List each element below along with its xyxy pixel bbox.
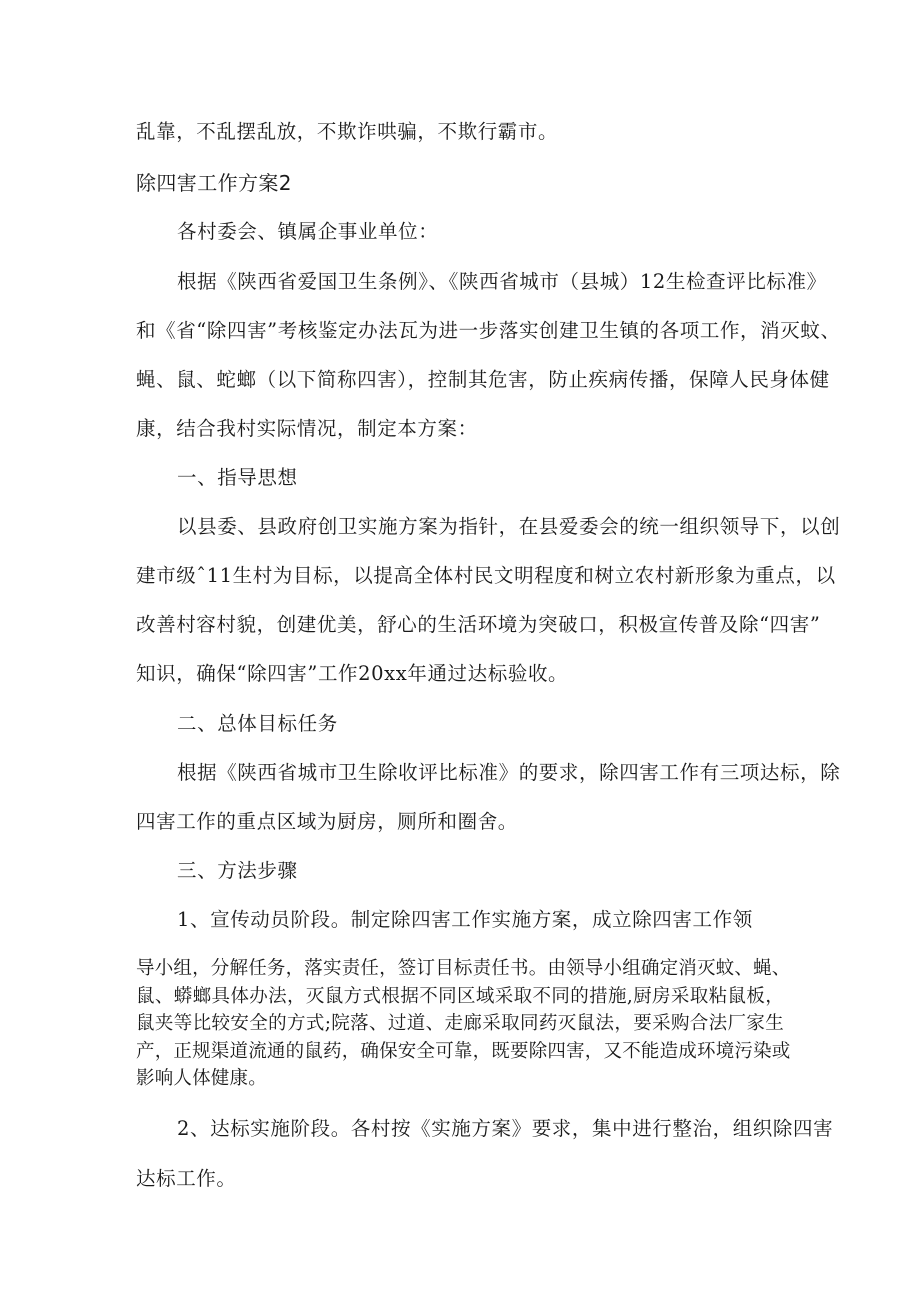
paragraph-line: 1、宣传动员阶段。制定除四害工作实施方案，成立除四害工作领 bbox=[177, 908, 753, 931]
paragraph-line: 鼠、蟒螂具体办法，灭鼠方式根据不同区域采取不同的措施,厨房采取粘鼠板， bbox=[136, 986, 784, 1007]
paragraph-line: 四害工作的重点区域为厨房，厕所和圈舍。 bbox=[136, 810, 518, 833]
paragraph-line: 以县委、县政府创卫实施方案为指针，在县爱委会的统一组织领导下，以创 bbox=[177, 515, 841, 538]
section-title: 除四害工作方案2 bbox=[136, 171, 292, 195]
paragraph-line: 蝇、鼠、蛇螂（以下简称四害），控制其危害，防止疾病传播，保障人民身体健 bbox=[136, 368, 830, 391]
subheading: 二、总体目标任务 bbox=[177, 712, 338, 735]
subheading: 一、指导思想 bbox=[177, 466, 298, 489]
paragraph-line: 改善村容村貌，创建优美，舒心的生活环境为突破口，积极宣传普及除“四害” bbox=[136, 613, 821, 636]
paragraph-line: 根据《陕西省爱国卫生条例》、《陕西省城市（县城）12生检查评比标准》 bbox=[177, 270, 827, 293]
salutation: 各村委会、镇属企事业单位： bbox=[177, 220, 439, 243]
paragraph-line: 和《省“除四害”考核鉴定办法瓦为进一步落实创建卫生镇的各项工作，消灭蚊、 bbox=[136, 319, 841, 342]
paragraph-line: 建市级ˆ11生村为目标，以提高全体村民文明程度和树立农村新形象为重点，以 bbox=[136, 564, 836, 587]
paragraph-line: 达标工作。 bbox=[136, 1167, 237, 1190]
paragraph-line: 乱靠，不乱摆乱放，不欺诈哄骗，不欺行霸市。 bbox=[136, 120, 559, 143]
paragraph-line: 知识，确保“除四害”工作20xx年通过达标验收。 bbox=[136, 662, 569, 685]
paragraph-line: 鼠夹等比较安全的方式;院落、过道、走廊采取同药灭鼠法，要采购合法厂家生 bbox=[136, 1013, 784, 1034]
paragraph-line: 根据《陕西省城市卫生除收评比标准》的要求，除四害工作有三项达标，除 bbox=[177, 761, 841, 784]
subheading: 三、方法步骤 bbox=[177, 859, 298, 882]
paragraph-line: 影响人体健康。 bbox=[136, 1068, 267, 1089]
paragraph-line: 康，结合我村实际情况，制定本方案： bbox=[136, 417, 478, 440]
paragraph-line: 产，正规渠道流通的鼠药，确保安全可靠，既要除四害，又不能造成环境污染或 bbox=[136, 1041, 791, 1062]
paragraph-line: 2、达标实施阶段。各村按《实施方案》要求，集中进行整治，组织除四害 bbox=[177, 1117, 834, 1140]
paragraph-line: 导小组，分解任务，落实责任，签订目标责任书。由领导小组确定消灭蚊、蝇、 bbox=[136, 958, 791, 979]
